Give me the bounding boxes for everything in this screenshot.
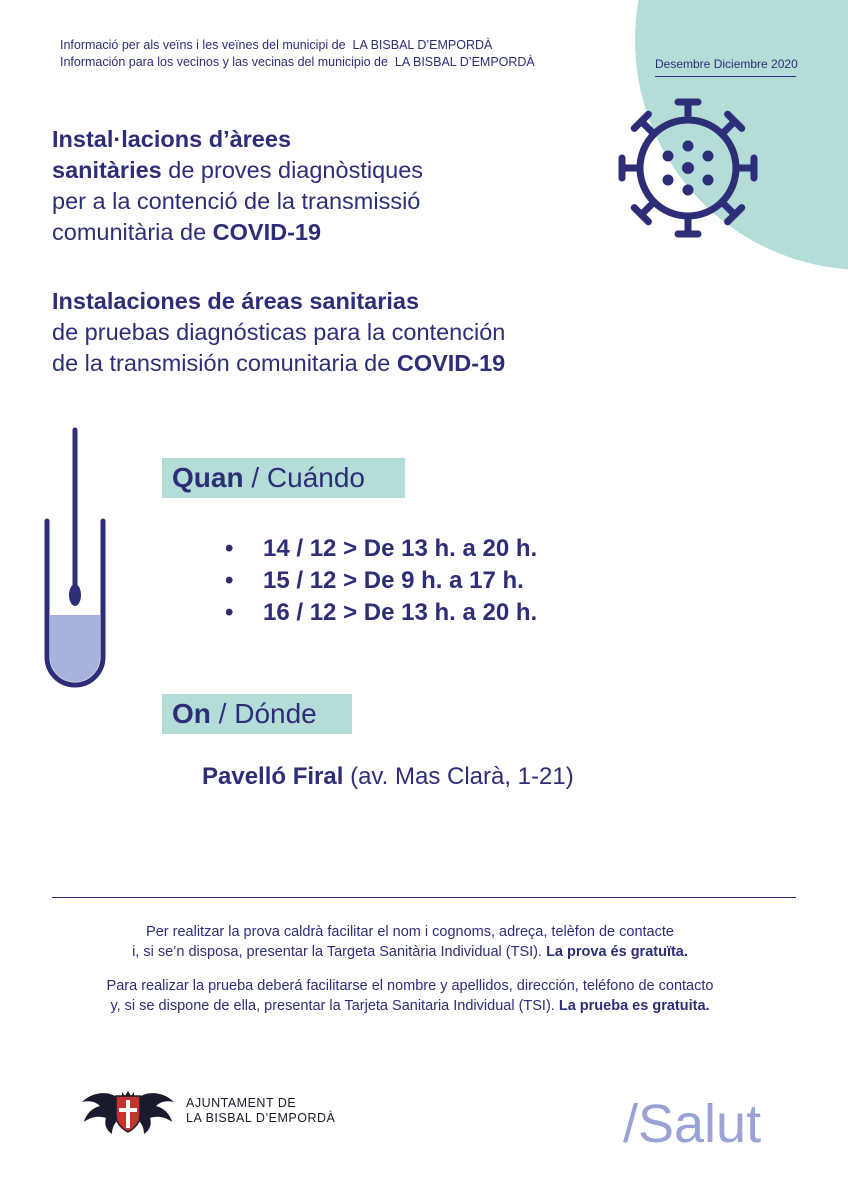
town-name: LA BISBAL D’EMPORDÀ bbox=[352, 38, 493, 52]
coat-of-arms-logo bbox=[78, 1088, 178, 1136]
when-heading: Quan / Cuándo bbox=[162, 458, 405, 498]
test-tube-icon bbox=[38, 425, 113, 695]
municipality-name: AJUNTAMENT DE LA BISBAL D’EMPORDÀ bbox=[186, 1096, 336, 1125]
list-item: • 14 / 12 > De 13 h. a 20 h. bbox=[225, 535, 538, 562]
dates-list bbox=[225, 533, 537, 629]
venue: Pavelló Firal (av. Mas Clarà, 1-21) bbox=[202, 763, 574, 790]
header-line-spanish: Información para los vecinos y las vecinas del municipio de LA BISBAL D’EMPORDÀ bbox=[60, 55, 535, 69]
note-catalan: Per realitzar la prova caldrà facilitar el nom i cognoms, adreça, telèfon de contacte i, si se’n disposa, presentar la Targeta Sanitària Individual (TSI). La prova és gratuïta. bbox=[132, 924, 688, 960]
footer-divider bbox=[52, 897, 796, 898]
town-name: LA BISBAL D’EMPORDÀ bbox=[394, 55, 535, 69]
where-heading: On / Dónde bbox=[162, 694, 352, 734]
header-line-catalan: Informació per als veïns i les veïnes del municipi de LA BISBAL D’EMPORDÀ bbox=[60, 38, 493, 52]
header-divider bbox=[655, 76, 796, 77]
list-item: • 16 / 12 > De 13 h. a 20 h. bbox=[225, 599, 538, 626]
title-catalan: Instal·lacions d’àrees sanitàries de proves diagnòstiques per a la contenció de la transmissió comunitària de COVID-19 bbox=[52, 126, 424, 245]
issue-date: Desembre Diciembre 2020 bbox=[655, 57, 798, 71]
title-spanish: Instalaciones de áreas sanitarias de pruebas diagnósticas para la contención de la transmisión comunitaria de COVID-19 bbox=[52, 288, 506, 376]
list-item: • 15 / 12 > De 9 h. a 17 h. bbox=[225, 567, 524, 594]
virus-icon bbox=[600, 88, 775, 253]
note-spanish: Para realizar la prueba deberá facilitarse el nombre y apellidos, dirección, teléfono de contacto y, si se dispone de ella, presentar la Tarjeta Sanitaria Individual (TSI). La prueba es gratuita. bbox=[106, 978, 714, 1014]
section-tag: /Salut bbox=[623, 1094, 762, 1154]
